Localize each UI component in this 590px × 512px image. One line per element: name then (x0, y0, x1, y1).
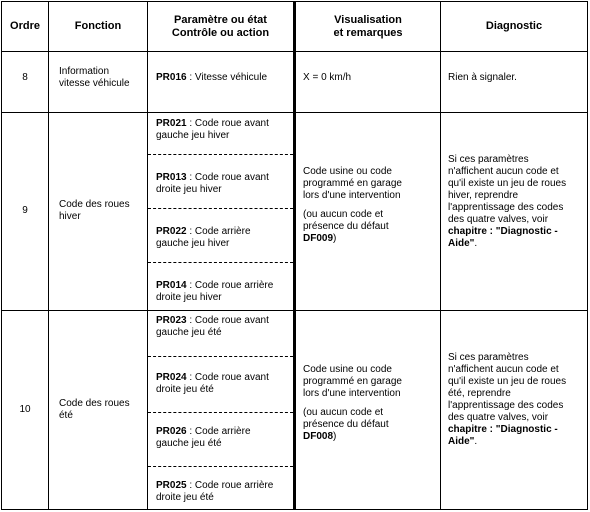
row-divider (2, 310, 587, 311)
header-ordre: Ordre (10, 20, 40, 32)
row-diagnostic: Si ces paramètres n'affichent aucun code et qu'il existe un jeu de roues été, reprendre l'apprentissage des codes des quatre valves, voir chapitre : "Diagnostic - Aide". (448, 352, 567, 447)
column-divider (147, 2, 148, 509)
row-diagnostic: Si ces paramètres n'affichent aucun code et qu'il existe un jeu de roues hiver, reprendre l'apprentissage des codes des quatre valves, voir chapitre : "Diagnostic - Aide". (448, 154, 567, 249)
diagnostic-table (1, 1, 588, 510)
row-ordre: 10 (19, 404, 31, 415)
param-entry: PR016 : Vitesse véhicule (156, 72, 268, 83)
param-separator (148, 154, 293, 155)
row-visualisation: X = 0 km/h (303, 72, 352, 83)
row-visualisation: Code usine ou code programmé en garage lors d'une intervention (ou aucun code et présence du défaut DF009) (303, 166, 402, 244)
row-visualisation: Code usine ou code programmé en garage lors d'une intervention (ou aucun code et présence du défaut DF008) (303, 364, 402, 442)
row-fonction: Code des roues hiver (59, 199, 130, 222)
row-fonction: Code des roues été (59, 398, 130, 421)
row-divider (2, 51, 587, 52)
param-separator (148, 262, 293, 263)
param-separator (148, 412, 293, 413)
param-separator (148, 466, 293, 467)
param-entry: PR024 : Code roue avant droite jeu été (156, 372, 269, 395)
row-fonction: Information vitesse véhicule (59, 66, 130, 89)
param-entry: PR025 : Code roue arrière droite jeu été (156, 480, 274, 503)
row-divider (2, 112, 587, 113)
param-entry: PR026 : Code arrière gauche jeu été (156, 426, 251, 449)
header-visualisation: Visualisation et remarques (333, 13, 403, 39)
row-diagnostic: Rien à signaler. (448, 72, 517, 83)
column-divider (48, 2, 49, 509)
param-entry: PR022 : Code arrière gauche jeu hiver (156, 226, 251, 249)
param-entry: PR013 : Code roue avant droite jeu hiver (156, 172, 269, 195)
row-ordre: 8 (22, 72, 28, 83)
header-fonction: Fonction (74, 20, 122, 32)
header-diagnostic: Diagnostic (485, 20, 543, 32)
param-entry: PR023 : Code roue avant gauche jeu été (156, 315, 269, 338)
column-divider (440, 2, 441, 509)
param-entry: PR021 : Code roue avant gauche jeu hiver (156, 118, 269, 141)
row-ordre: 9 (22, 205, 28, 216)
column-divider-thick (293, 2, 296, 509)
header-parametre: Paramètre ou état Contrôle ou action (171, 13, 270, 39)
param-separator (148, 356, 293, 357)
param-entry: PR014 : Code roue arrière droite jeu hiver (156, 280, 274, 303)
param-separator (148, 208, 293, 209)
